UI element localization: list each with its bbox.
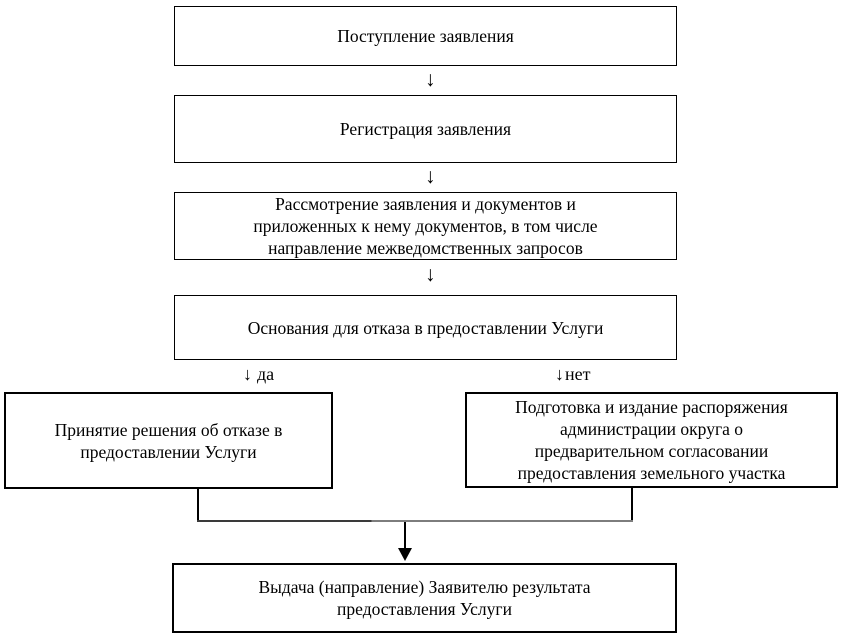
box-text: Основания для отказа в предоставлении Услуги — [247, 317, 604, 338]
flow-box-application-review — [174, 192, 677, 260]
box-text: Регистрация заявления — [339, 119, 512, 139]
arrow-down-icon: ↓ — [425, 262, 436, 286]
box-text: направление межведомственных запросов — [268, 238, 583, 258]
flow-box-application-registration — [174, 95, 677, 163]
box-text: администрации округа о — [559, 419, 744, 439]
box-text: предварительном согласовании — [534, 441, 769, 461]
box-text: Подготовка и издание распоряжения — [515, 397, 788, 417]
flow-box-result-delivery — [172, 563, 677, 633]
flow-box-order-issuance — [465, 392, 838, 488]
arrow-down-icon: ↓ — [555, 364, 564, 384]
branch-no-label — [555, 361, 591, 387]
branch-yes-text: да — [257, 364, 275, 384]
connector-right-vertical — [631, 488, 633, 522]
flow-box-application-receipt — [174, 6, 677, 66]
box-text: предоставления Услуги — [337, 599, 512, 619]
flow-box-refusal-decision — [4, 392, 333, 489]
box-text: приложенных к нему документов, в том числе — [253, 216, 598, 236]
merge-arrow-stem — [404, 522, 406, 549]
branch-no-text: нет — [565, 364, 591, 384]
box-text: Поступление заявления — [337, 26, 514, 46]
box-text: предоставления земельного участка — [517, 463, 786, 483]
branch-yes-label — [243, 361, 274, 387]
merge-arrowhead-icon — [398, 548, 412, 561]
arrow-down-icon: ↓ — [243, 364, 252, 384]
box-text: предоставлении Услуги — [80, 441, 257, 462]
arrow-down-icon: ↓ — [425, 67, 436, 91]
connector-merge-horizontal — [197, 520, 633, 522]
flow-box-refusal-grounds — [174, 295, 677, 360]
connector-left-vertical — [197, 489, 199, 522]
arrow-down-icon: ↓ — [425, 164, 436, 188]
box-text: Принятие решения об отказе в — [54, 419, 283, 440]
box-text: Выдача (направление) Заявителю результата — [258, 577, 591, 597]
box-text: Рассмотрение заявления и документов и — [275, 194, 576, 214]
